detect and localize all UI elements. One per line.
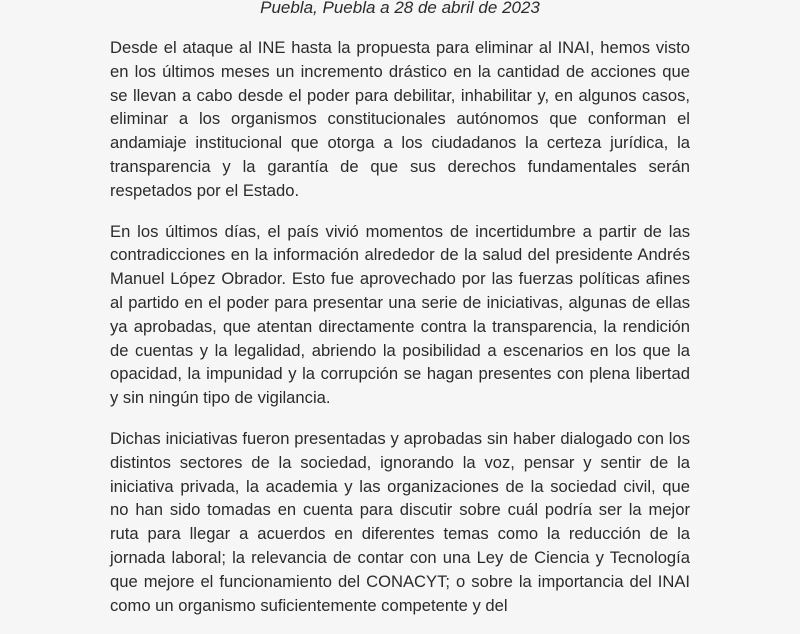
paragraph-2: En los últimos días, el país vivió momentos de incertidumbre a partir de las contradicciones en la información alrededor de la salud del presidente Andrés Manuel López Obrador. Esto fue aprovechado por las fuerzas políticas afines al partido en el poder para presentar una serie de iniciativas, algunas de ellas ya aprobadas, que atentan directamente contra la transparencia, la rendición de cuentas y la legalidad, abriendo la posibilidad a escenarios en los que la opacidad, la impunidad y la corrupción se hagan presentes con plena libertad y sin ningún tipo de vigilancia.	[110, 221, 690, 408]
body-text	[110, 36, 690, 634]
paragraph-1: Desde el ataque al INE hasta la propuesta para eliminar al INAI, hemos visto en los últimos meses un incremento drástico en la cantidad de acciones que se llevan a cabo desde el poder para debilitar, inhabilitar y, en algunos casos, eliminar a los organismos constitucionales autónomos que conforman el andamiaje institucional que otorga a los ciudadanos la certeza jurídica, la transparencia y la garantía de que sus derechos fundamentales serán respetados por el Estado.	[110, 38, 690, 200]
paragraph-3: Dichas iniciativas fueron presentadas y aprobadas sin haber dialogado con los distintos sectores de la sociedad, ignorando la voz, pensar y sentir de la iniciativa privada, la academia y las organizaciones de la sociedad civil, que no han sido tomadas en cuenta para discutir sobre cuál podría ser la mejor ruta para llegar a acuerdos en diferentes temas como la reducción de la jornada laboral; la relevancia de contar con una Ley de Ciencia y Tecnología que mejore el funcionamiento del CONACYT; o sobre la importancia del INAI como un organismo suficientemente competente y del	[110, 428, 690, 615]
dateline: Puebla, Puebla a 28 de abril de 2023	[260, 0, 540, 17]
